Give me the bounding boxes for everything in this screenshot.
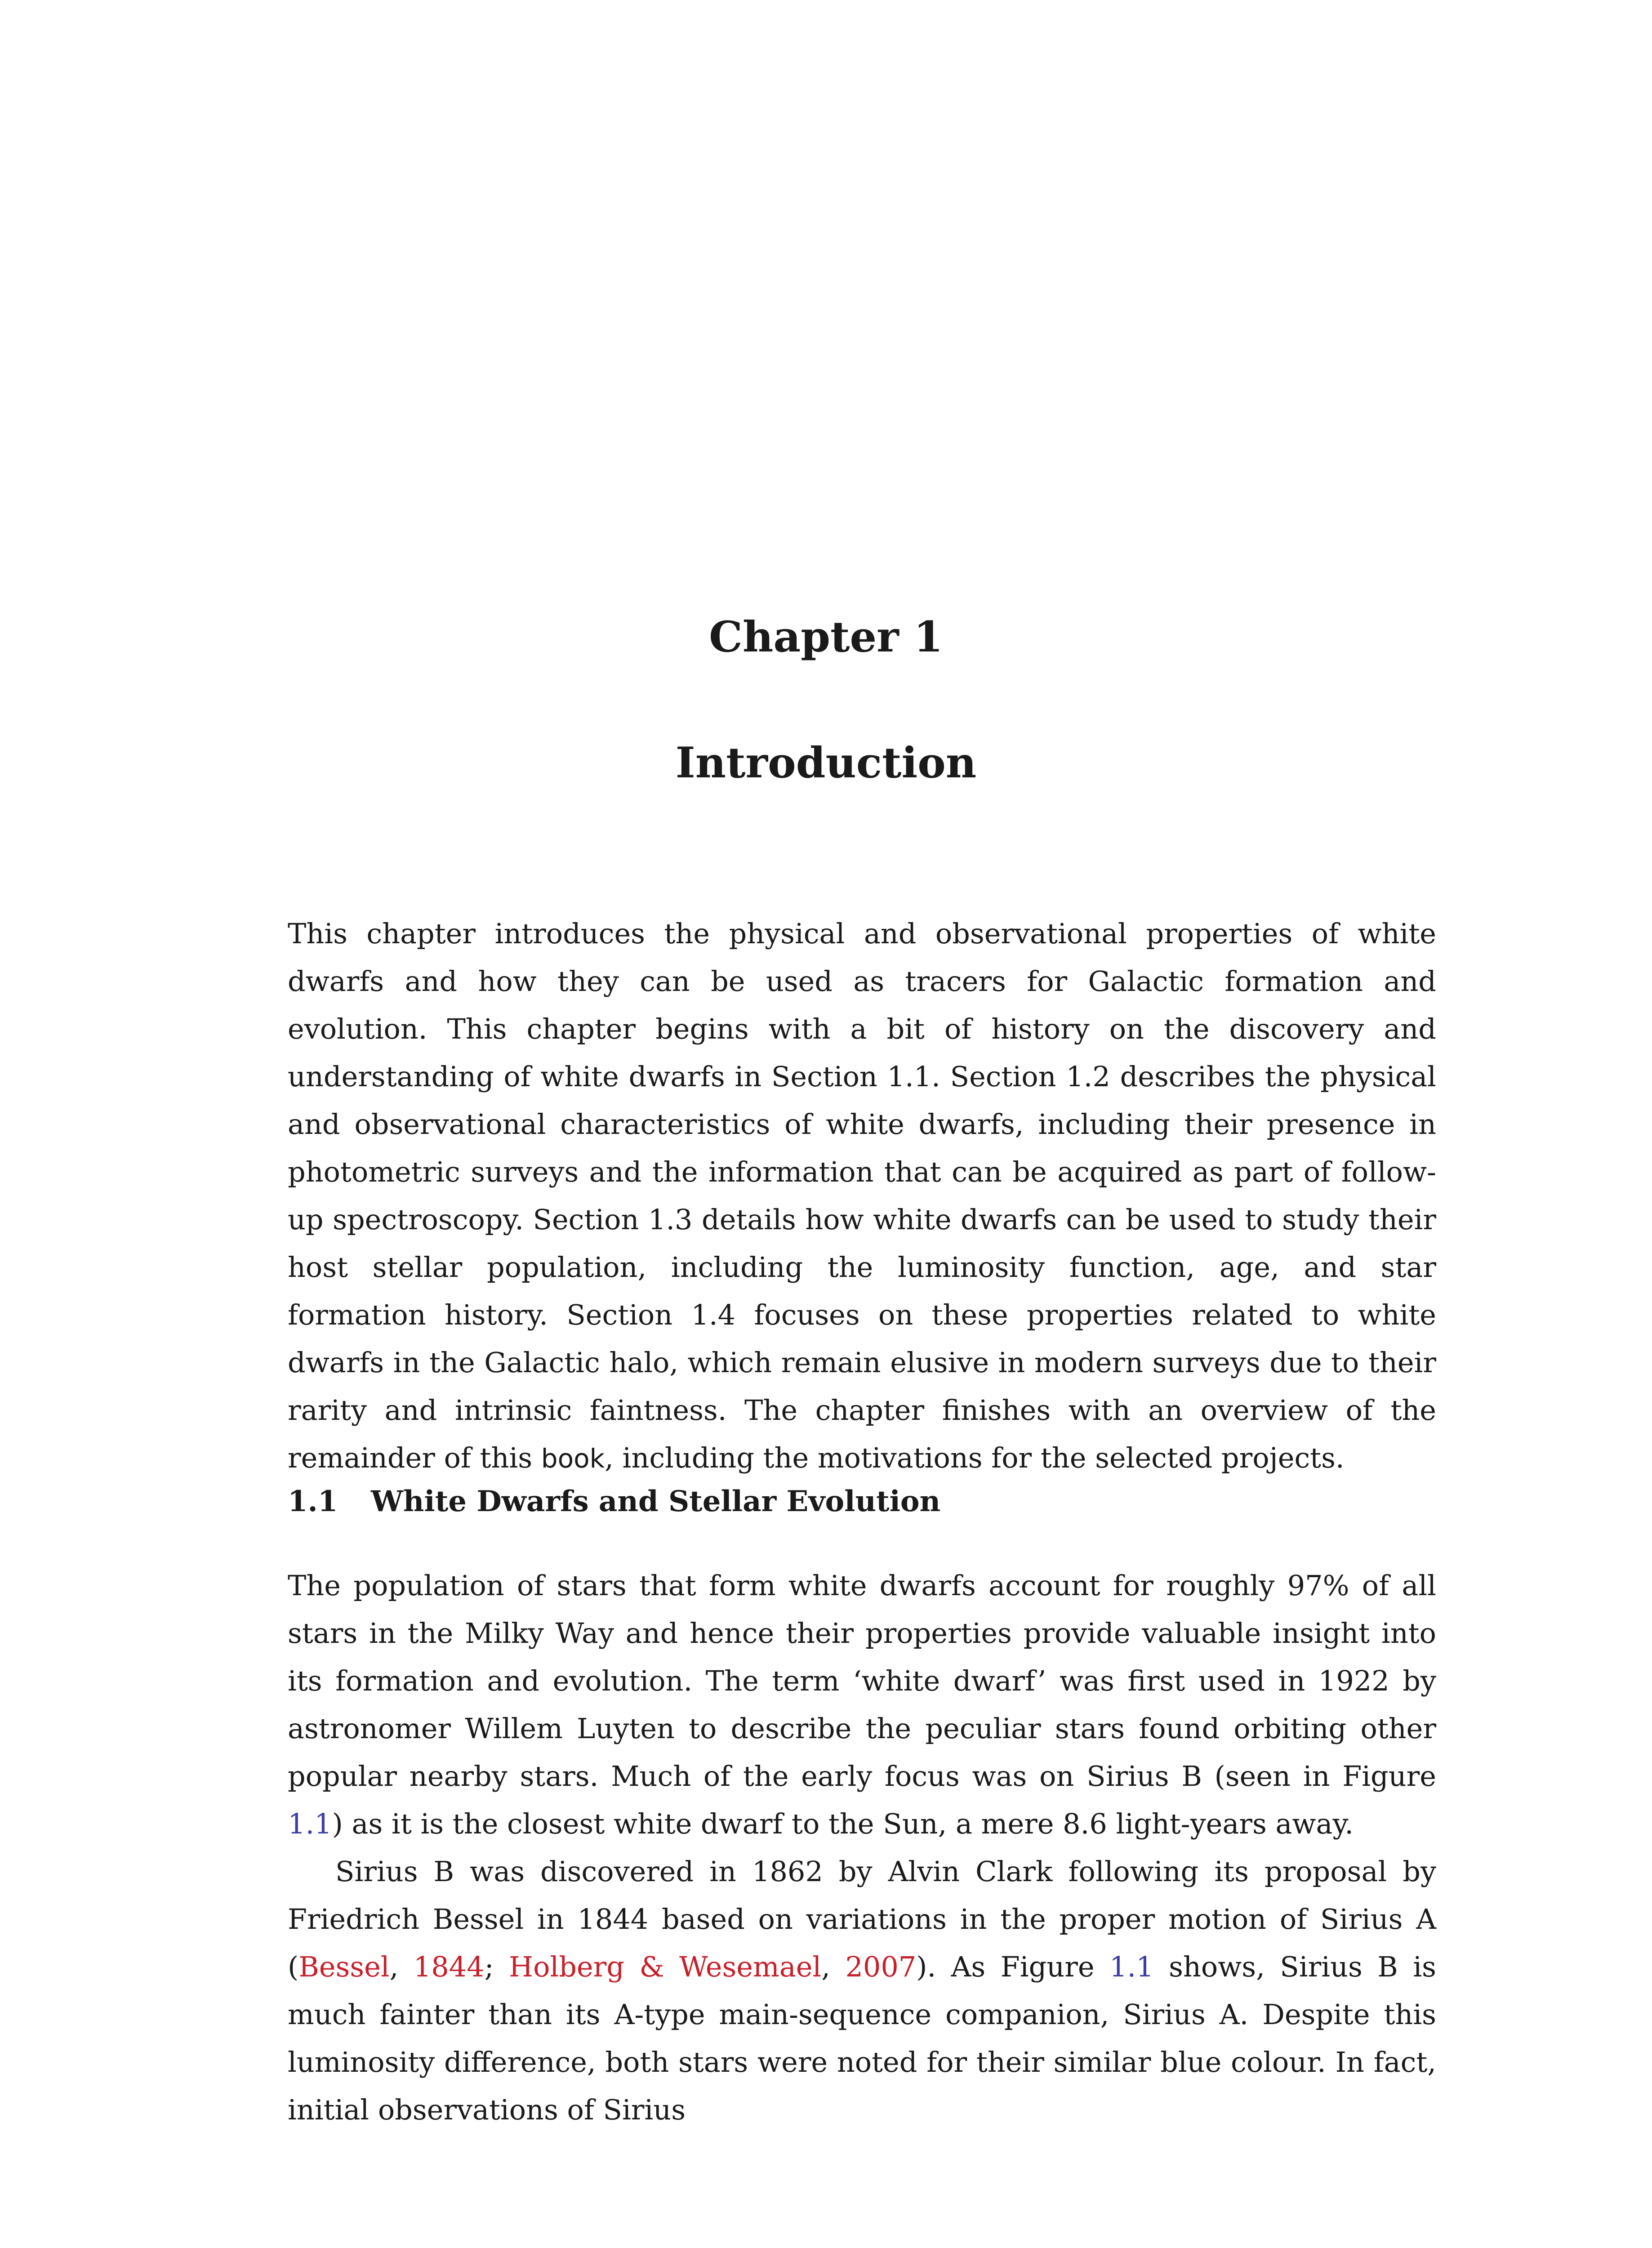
paragraph-text: The population of stars that form white dwarfs account for roughly 97% of all stars in the Milky Way and hence their properties provide valuable insight into its formation and evolution. The term ‘white dwarf’ was first used in 1922 by astronomer Willem Luyten to describe the peculiar stars found orbiting other popular nearby stars. Much of the early focus was on Sirius B (seen in Figure: [288, 1569, 1436, 1793]
intro-text: [288, 910, 1436, 1482]
chapter-label: Chapter 1: [709, 612, 943, 662]
paragraph-1: [288, 1562, 1436, 1848]
section-title: White Dwarfs and Stellar Evolution: [371, 1485, 941, 1518]
intro-text-part: , including the motivations for the selected projects.: [605, 1441, 1345, 1474]
citation-separator: ,: [389, 1950, 414, 1983]
figure-reference-link[interactable]: 1.1: [1109, 1950, 1154, 1983]
paragraph-2: [288, 1848, 1436, 2134]
paragraph-text: shows, Sirius B is much fainter than its A-type main-sequence companion, Sirius A. Despite this luminosity difference, both stars were noted for their similar blue colour. In fact, initial observations of Sirius: [288, 1950, 1436, 2126]
chapter-title: Introduction: [675, 738, 977, 788]
paragraph-text: ). As Figure: [916, 1950, 1110, 1983]
paragraph-text: Sirius B was discovered in 1862 by Alvin Clark following its proposal by Friedrich Bessel in 1844 based on variations in the proper motion of Sirius A (: [288, 1855, 1436, 1983]
citation-year-link[interactable]: 2007: [845, 1950, 917, 1983]
figure-reference-link[interactable]: 1.1: [288, 1807, 332, 1840]
section-body: [288, 1562, 1436, 2134]
section-number: 1.1: [288, 1485, 338, 1518]
citation-author-link[interactable]: Holberg & Wesemael: [509, 1950, 822, 1983]
intro-text-part: This chapter introduces the physical and observational properties of white dwarfs and how they can be used as tracers for Galactic formation and evolution. This chapter begins with a bit of history on the discovery and understanding of white dwarfs in Section 1.1. Section 1.2 describes the physical and observational characteristics of white dwarfs, including their presence in photometric surveys and the information that can be acquired as part of follow-up spectroscopy. Section 1.3 details how white dwarfs can be used to study their host stellar population, including the luminosity function, age, and star formation history. Section 1.4 focuses on these properties related to white dwarfs in the Galactic halo, which remain elusive in modern surveys due to their rarity and intrinsic faintness. The chapter finishes with an overview of the remainder of this: [288, 917, 1436, 1474]
citation-separator: ;: [484, 1950, 509, 1983]
citation-year-link[interactable]: 1844: [413, 1950, 485, 1983]
paragraph-text: ) as it is the closest white dwarf to the Sun, a mere 8.6 light-years away.: [332, 1807, 1354, 1840]
citation-separator: ,: [821, 1950, 846, 1983]
book-word: book: [541, 1443, 605, 1474]
citation-author-link[interactable]: Bessel: [298, 1950, 390, 1983]
section-heading: [288, 1487, 1436, 1516]
intro-paragraph: [288, 910, 1436, 1482]
